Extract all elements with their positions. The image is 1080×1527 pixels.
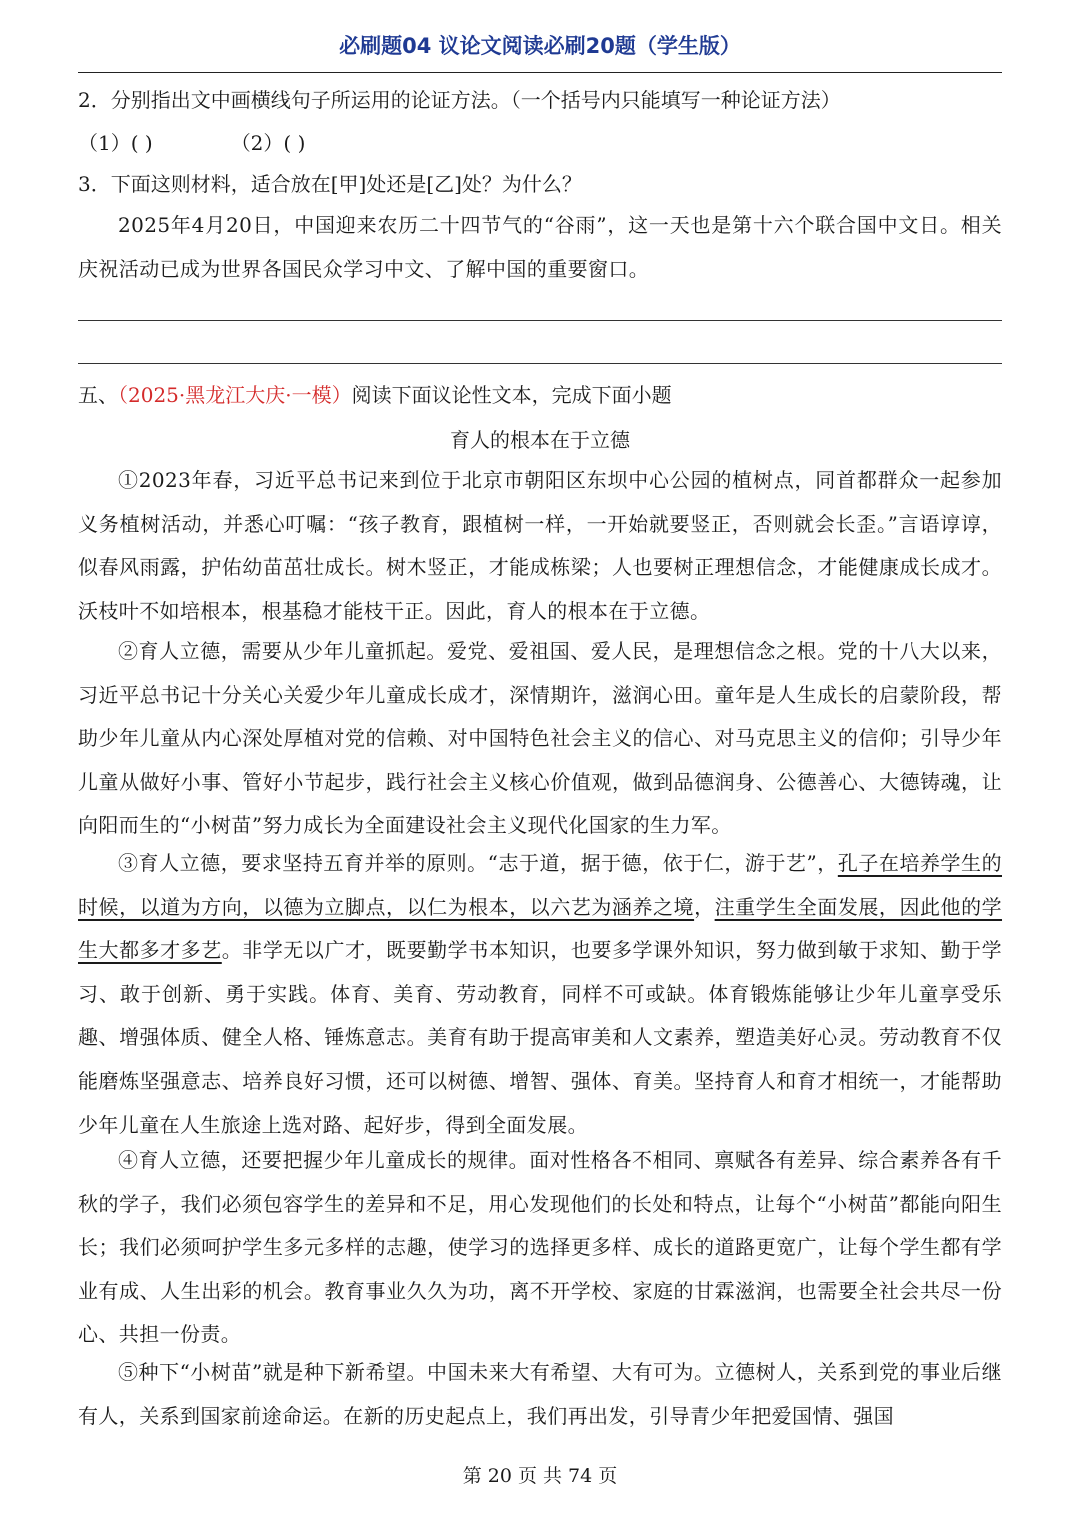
question-2-text: 2．分别指出文中画横线句子所运用的论证方法。（一个括号内只能填写一种论证方法） — [78, 88, 841, 112]
paragraph-3-rest: 。非学无以广才，既要勤学书本知识，也要多学课外知识，努力做到敏于求知、勤于学习、敢于创新、勇于实践。体育、美育、劳动教育，同样不可或缺。体育锻炼能够让少年儿童享受乐趣、增强体质、健全人格、锤炼意志。美育有助于提高审美和人文素养，塑造美好心灵。劳动教育不仅能磨炼坚强意志、培养良好习惯，还可以树德、增智、强体、育美。坚持育人和育才相统一，才能帮助少年儿童在人生旅途上选对路、起好步，得到全面发展。 — [78, 938, 1002, 1137]
paragraph-3 — [78, 842, 1002, 1147]
answer-line-1[interactable] — [78, 320, 1002, 321]
paragraph-2: ②育人立德，需要从少年儿童抓起。爱党、爱祖国、爱人民，是理想信念之根。党的十八大以来，习近平总书记十分关心关爱少年儿童成长成才，深情期许，滋润心田。童年是人生成长的启蒙阶段，帮助少年儿童从内心深处厚植对党的信赖、对中国特色社会主义的信心、对马克思主义的信仰；引导少年儿童从做好小事、管好小节起步，践行社会主义核心价值观，做到品德润身、公德善心、大德铸魂，让向阳而生的“小树苗”努力成长为全面建设社会主义现代化国家的生力军。 — [78, 639, 1002, 838]
paragraph-3-intro: ③育人立德，要求坚持五育并举的原则。“志于道，据于德，依于仁，游于艺”， — [118, 851, 838, 875]
section-5-heading — [78, 381, 1002, 409]
underlined-sentence-1: 孔子在培养学生的时候，以道为方向，以德为立脚点，以仁为根本，以六艺为涵养之境 — [78, 851, 1002, 919]
answer-blank-1[interactable]: （1）( ) — [78, 131, 153, 155]
question-3-material: 2025年4月20日，中国迎来农历二十四节气的“谷雨”，这一天也是第十六个联合国中文日。相关庆祝活动已成为世界各国民众学习中文、了解中国的重要窗口。 — [78, 213, 1002, 281]
section-source: （2025·黑龙江大庆·一模） — [118, 383, 352, 407]
page-header-title: 必刷题04 议论文阅读必刷20题（学生版） — [339, 34, 741, 58]
article-title: 育人的根本在于立德 — [450, 428, 630, 452]
paragraph-1: ①2023年春，习近平总书记来到位于北京市朝阳区东坝中心公园的植树点，同首都群众一起参加义务植树活动，并悉心叮嘱：“孩子教育，跟植树一样，一开始就要竖正，否则就会长歪。”言语谆谆，似春风雨露，护佑幼苗茁壮成长。树木竖正，才能成栋梁；人也要树正理想信念，才能健康成长成才。沃枝叶不如培根本，根基稳才能枝干正。因此，育人的根本在于立德。 — [78, 468, 1002, 623]
section-instruction: 阅读下面议论性文本，完成下面小题 — [351, 383, 672, 407]
underlined-sentence-2: 注重学生全面发展，因此他的学生大都多才多艺 — [78, 894, 1003, 963]
question-3-text: 3．下面这则材料，适合放在[甲]处还是[乙]处？为什么？ — [78, 172, 582, 196]
paragraph-3-comma: ， — [694, 894, 715, 919]
page-footer: 第 20 页 共 74 页 — [462, 1465, 618, 1487]
header-divider — [78, 72, 1002, 73]
question-2-blanks — [78, 129, 1002, 157]
paragraph-4: ④育人立德，还要把握少年儿童成长的规律。面对性格各不相同、禀赋各有差异、综合素养各有千秋的学子，我们必须包容学生的差异和不足，用心发现他们的长处和特点，让每个“小树苗”都能向阳生长；我们必须呵护学生多元多样的志趣，使学习的选择更多样、成长的道路更宽广，让每个学生都有学业有成、人生出彩的机会。教育事业久久为功，离不开学校、家庭的甘霖滋润，也需要全社会共尽一份心、共担一份责。 — [78, 1148, 1002, 1347]
paragraph-5: ⑤种下“小树苗”就是种下新希望。中国未来大有希望、大有可为。立德树人，关系到党的事业后继有人，关系到国家前途命运。在新的历史起点上，我们再出发，引导青少年把爱国情、强国 — [78, 1360, 1002, 1428]
section-number: 五、 — [78, 383, 118, 407]
answer-blank-2[interactable]: （2）( ) — [230, 131, 306, 155]
answer-line-2[interactable] — [78, 363, 1002, 364]
